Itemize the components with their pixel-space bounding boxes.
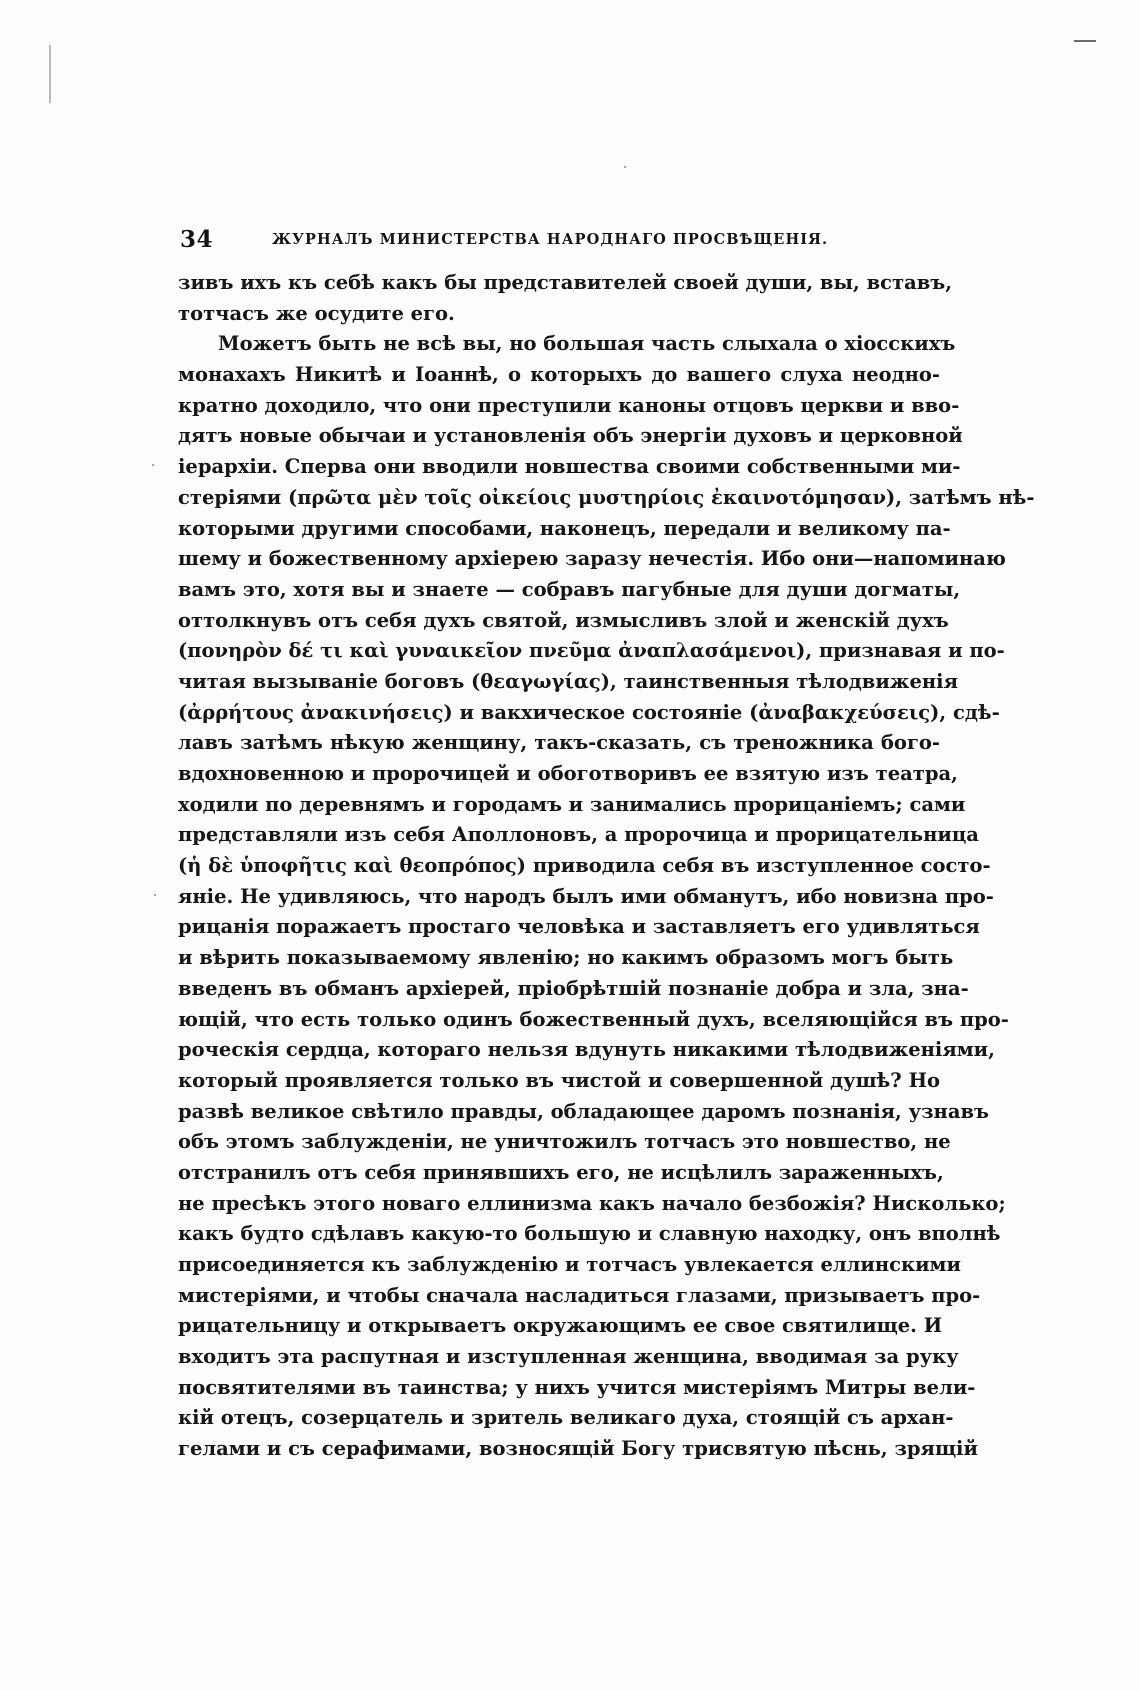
scan-speck (154, 894, 156, 896)
text-line: (ἡ δὲ ὑποφῆτις καὶ θεοπρόπος) приводила себя въ изступленное состо- (178, 854, 991, 878)
text-line: объ этомъ заблужденіи, не уничтожилъ тотчасъ это новшество, не (178, 1130, 951, 1154)
text-line: мистеріями, и чтобы сначала насладиться глазами, призываетъ про- (178, 1283, 981, 1307)
scan-margin-mark-left (49, 45, 51, 103)
page-header (180, 226, 940, 256)
text-line: представляли изъ себя Аполлоновъ, а пророчица и прорицательница (178, 823, 979, 847)
text-line: которыми другими способами, наконецъ, передали и великому па- (178, 516, 951, 540)
text-line: развѣ великое свѣтило правды, обладающее даромъ познанія, узнавъ (178, 1099, 989, 1123)
text-line: входитъ эта распутная и изступленная женщина, вводимая за руку (178, 1345, 959, 1369)
text-line: тотчасъ же осудите его. (178, 301, 455, 325)
text-line: вамъ это, хотя вы и знаете — собравъ пагубные для души догматы, (178, 577, 961, 601)
text-line: рицанія поражаетъ простаго человѣка и заставляетъ его удивляться (178, 915, 980, 939)
page-number: 34 (180, 226, 214, 253)
text-line: лавъ затѣмъ нѣкую женщину, такъ-сказать, съ треножника бого- (178, 731, 940, 755)
text-line: посвятителями въ таинства; у нихъ учится мистеріямъ Митры вели- (178, 1375, 976, 1399)
text-line: стеріями (πρῶτα μὲν τοῖς οἰκείοις μυστηρίοις ἐκαινοτόμησαν), затѣмъ нѣ- (178, 485, 1035, 509)
text-line: введенъ въ обманъ архіерей, пріобрѣтшій познаніе добра и зла, зна- (178, 976, 969, 1000)
text-line: монахахъ Никитѣ и Іоаннѣ, о которыхъ до вашего слуха неодно- (178, 363, 940, 387)
scan-speck (624, 166, 626, 168)
text-line: іерархіи. Сперва они вводили новшества своими собственными ми- (178, 455, 961, 479)
text-line: рицательницу и открываетъ окружающимъ ее свое святилище. И (178, 1314, 943, 1338)
scan-margin-mark-right (1074, 40, 1096, 42)
text-line: и вѣрить показываемому явленію; но какимъ образомъ могъ быть (178, 946, 954, 970)
text-line: дятъ новые обычаи и установленія объ энергіи духовъ и церковной (178, 424, 963, 448)
text-line: кій отецъ, созерцатель и зритель великаго духа, стоящій съ архан- (178, 1406, 954, 1430)
text-line: зивъ ихъ къ себѣ какъ бы представителей своей души, вы, вставъ, (178, 271, 953, 294)
text-line: гелами и съ серафимами, возносящій Богу трисвятую пѣснь, зрящій (178, 1437, 978, 1461)
running-title: ЖУРНАЛЪ МИНИСТЕРСТВА НАРОДНАГО ПРОСВѢЩЕНІЯ. (272, 231, 829, 248)
scan-speck (152, 464, 154, 466)
text-line: кратно доходило, что они преступили каноны отцовъ церкви и вво- (178, 393, 960, 417)
text-line: не пресѣкъ этого новаго еллинизма какъ начало безбожія? Нисколько; (178, 1191, 1006, 1215)
text-line: шему и божественному архіерею заразу нечестія. Ибо они—напоминаю (178, 547, 1006, 571)
text-line: оттолкнувъ отъ себя духъ святой, измысливъ злой и женскій духъ (178, 608, 949, 632)
text-line: ющій, что есть только одинъ божественный духъ, вселяющійся въ про- (178, 1007, 1009, 1031)
text-line: Можетъ быть не всѣ вы, но большая часть слыхала о хіосскихъ (218, 332, 956, 356)
text-line: отстранилъ отъ себя принявшихъ его, не исцѣлилъ зараженныхъ, (178, 1160, 944, 1184)
text-line: роческія сердца, котораго нельзя вдунуть никакими тѣлодвиженіями, (178, 1038, 995, 1062)
text-line: читая вызываніе боговъ (θεαγωγίας), таинственныя тѣлодвиженія (178, 669, 958, 693)
body-text (178, 268, 1035, 1465)
text-line: вдохновенною и пророчицей и обоготворивъ ее взятую изъ театра, (178, 762, 958, 785)
text-line: ходили по деревнямъ и городамъ и занимались прорицаніемъ; сами (178, 792, 966, 816)
text-line: (ἀρρήτους ἀνακινήσεις) и вакхическое состояніе (ἀναβακχεύσεις), сдѣ- (178, 700, 1000, 724)
text-line: (πονηρὸν δέ τι καὶ γυναικεῖον πνεῦμα ἀναπλασάμενοι), признавая и по- (178, 639, 1005, 663)
text-line: яніе. Не удивляюсь, что народъ былъ ими обманутъ, ибо новизна про- (178, 884, 994, 908)
text-line: присоединяется къ заблужденію и тотчасъ увлекается еллинскими (178, 1253, 961, 1276)
text-line: который проявляется только въ чистой и совершенной душѣ? Но (178, 1068, 940, 1092)
text-line: какъ будто сдѣлавъ какую-то большую и славную находку, онъ вполнѣ (178, 1222, 1001, 1246)
